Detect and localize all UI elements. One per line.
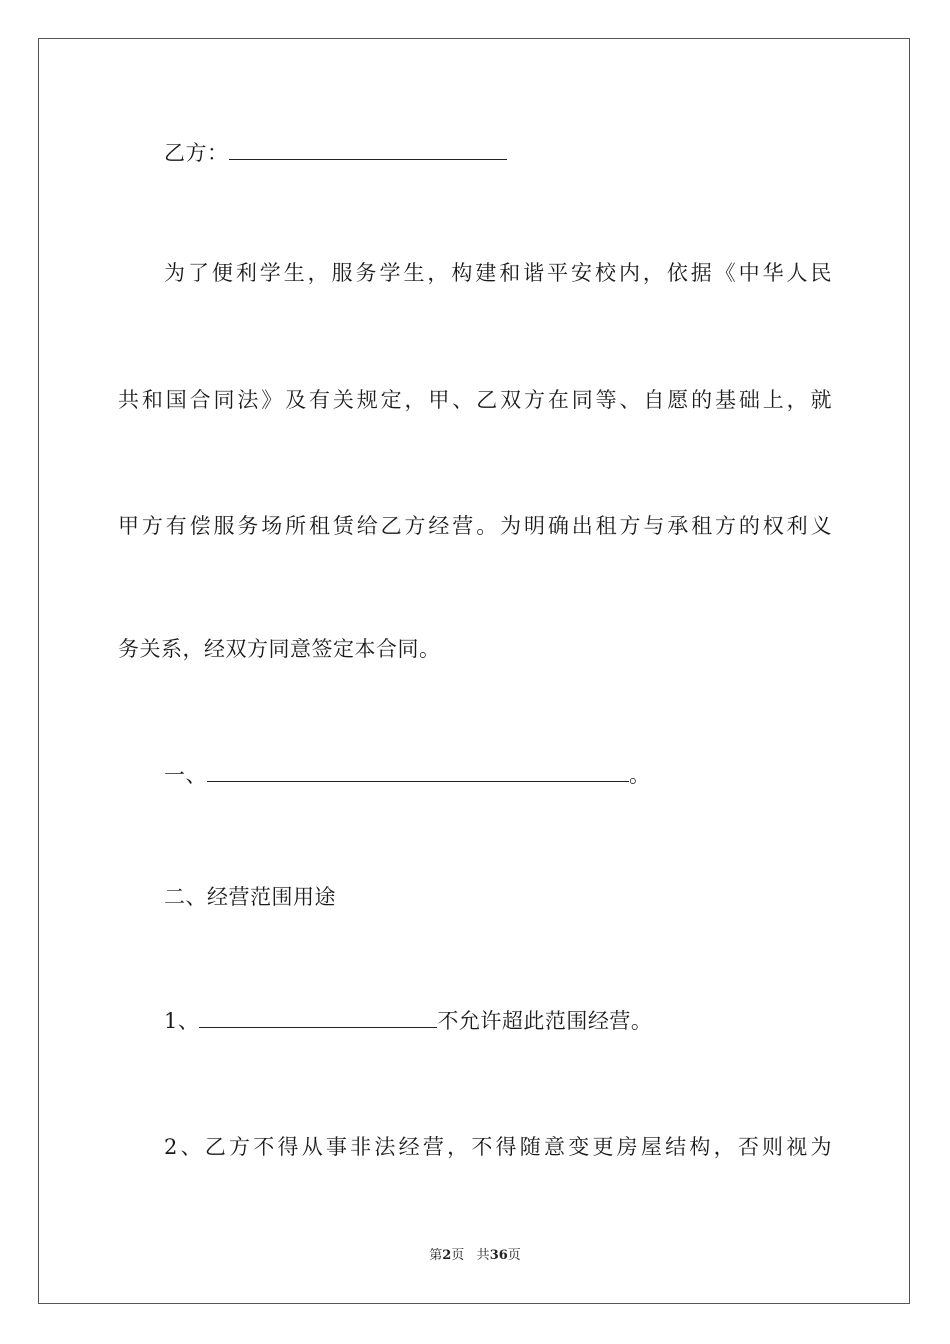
party-b-blank (229, 139, 507, 160)
item-2-1-suffix: 不允许超此范围经营。 (437, 1009, 653, 1033)
footer-total-suffix: 页 (507, 1248, 521, 1263)
paragraph-line-2: 共和国合同法》及有关规定，甲、乙双方在同等、自愿的基础上，就 (118, 388, 832, 412)
footer-total-pages: 36 (489, 1248, 508, 1263)
paragraph-line-3: 甲方有偿服务场所租赁给乙方经营。为明确出租方与承租方的权利义 (118, 514, 832, 538)
page-border (38, 38, 910, 1304)
footer-page-number: 2 (442, 1248, 452, 1263)
item-1-prefix: 一、 (164, 763, 207, 787)
item-1-suffix: 。 (629, 763, 651, 787)
page-footer (0, 1247, 950, 1265)
party-b-line (164, 138, 507, 168)
item-2-2-line: 2、乙方不得从事非法经营，不得随意变更房屋结构，否则视为 (164, 1135, 832, 1159)
footer-page-prefix: 第 (429, 1248, 443, 1263)
item-1-blank (207, 761, 629, 782)
item-2-1-prefix: 1、 (164, 1009, 200, 1033)
party-b-label: 乙方： (164, 141, 229, 165)
footer-page-suffix: 页 (451, 1248, 465, 1263)
footer-total-prefix: 共 (476, 1248, 490, 1263)
paragraph-line-1: 为了便利学生，服务学生，构建和谐平安校内，依据《中华人民 (164, 261, 832, 285)
item-2-1-line (164, 1006, 652, 1036)
item-2-1-blank (199, 1007, 437, 1028)
item-1-line (164, 760, 651, 790)
paragraph-line-4: 务关系，经双方同意签定本合同。 (118, 637, 441, 661)
item-2-heading: 二、经营范围用途 (164, 885, 336, 909)
